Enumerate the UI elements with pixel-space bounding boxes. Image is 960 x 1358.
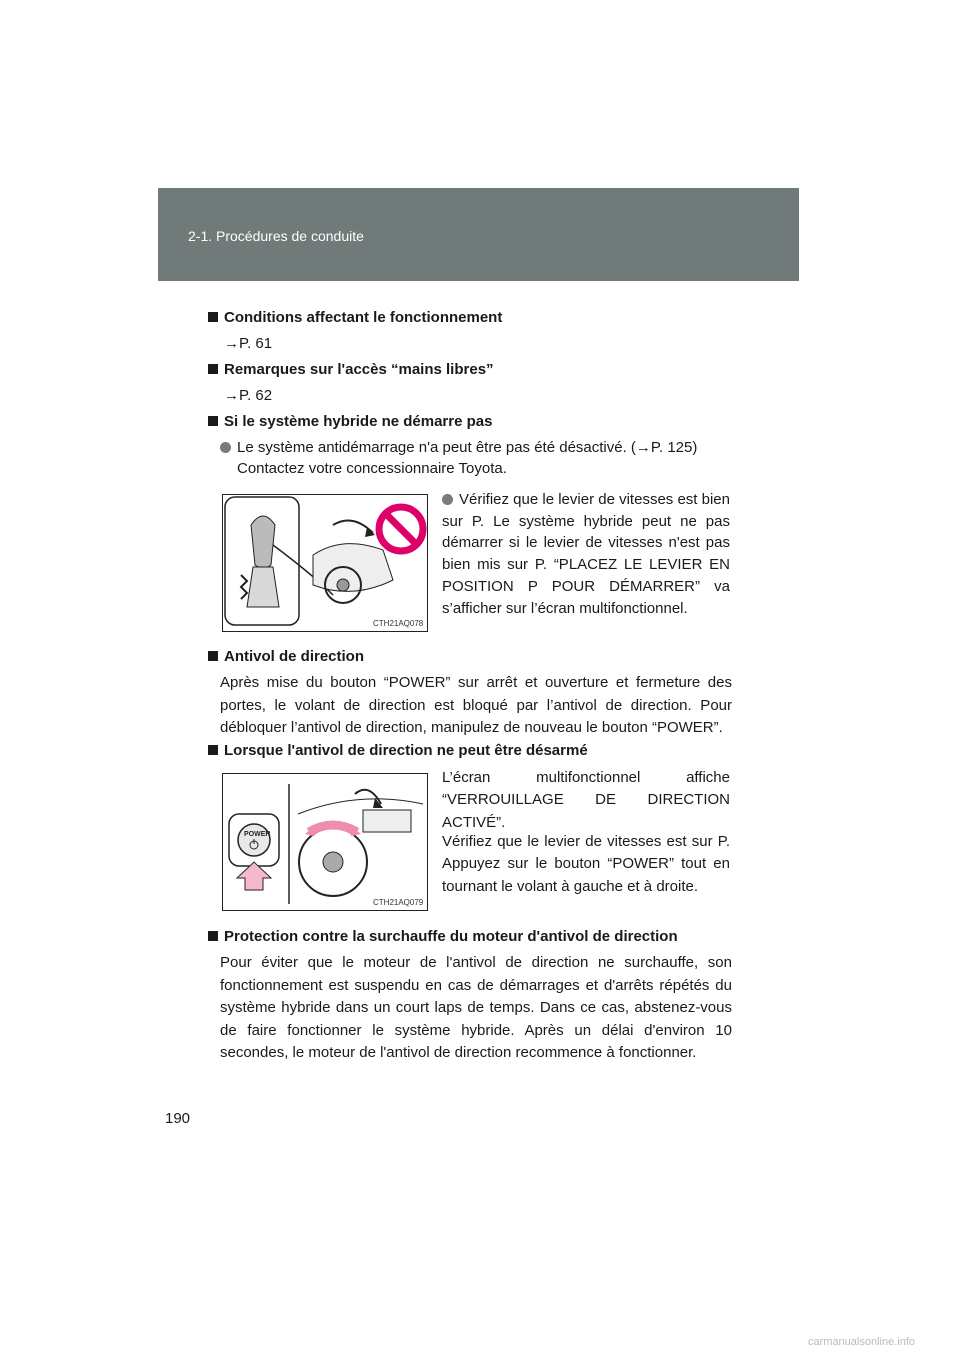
heading-steering-lock: Antivol de direction bbox=[208, 648, 364, 665]
figure-power-button bbox=[222, 773, 428, 911]
round-bullet-icon bbox=[442, 494, 453, 505]
display-message-text: L’écran multifonctionnel affiche “VERROUILLAGE DE DIRECTION ACTIVÉ”. bbox=[442, 769, 730, 831]
shift-lever-illustration bbox=[223, 495, 427, 631]
power-button-illustration bbox=[223, 774, 427, 910]
figure-code: CTH21AQ079 bbox=[373, 898, 424, 907]
heading-hybrid-not-starting: Si le système hybride ne démarre pas bbox=[208, 413, 492, 430]
square-bullet-icon bbox=[208, 931, 218, 941]
bullet-immobilizer: Le système antidémarrage n'a peut être pas été désactivé. (→P. 125) bbox=[220, 437, 697, 458]
power-label: POWER bbox=[244, 831, 271, 838]
square-bullet-icon bbox=[208, 364, 218, 374]
heading-hands-free: Remarques sur l'accès “mains libres” bbox=[208, 361, 494, 378]
round-bullet-icon bbox=[220, 442, 231, 453]
heading-conditions: Conditions affectant le fonctionnement bbox=[208, 309, 502, 326]
heading-lock-not-released: Lorsque l'antivol de direction ne peut être désarmé bbox=[208, 742, 588, 759]
steering-lock-text: Après mise du bouton “POWER” sur arrêt et ouverture et fermeture des portes, le volant de direction est bloqué par l’antivol de direction. Pour débloquer l’antivol de direction, manipulez de nouveau le bouton “POWER”. bbox=[220, 674, 732, 736]
bullet-immobilizer-line2: Contactez votre concessionnaire Toyota. bbox=[237, 460, 507, 477]
overheat-protection-text: Pour éviter que le moteur de l'antivol de direction ne surchauffe, son fonctionnement est suspendu en cas de démarrages et d'arrêts répétés du système hybride dans un court laps de temps. Dans ce cas, abstenez-vous de faire fonctionner le système hybride. Après un délai d'environ 10 secondes, le moteur de l'antivol de direction recommence à fonctionner. bbox=[220, 954, 732, 1061]
square-bullet-icon bbox=[208, 745, 218, 755]
page-reference-62: →P. 62 bbox=[224, 387, 273, 404]
section-header-bar bbox=[158, 188, 799, 281]
square-bullet-icon bbox=[208, 416, 218, 426]
page-number: 190 bbox=[165, 1110, 191, 1127]
square-bullet-icon bbox=[208, 651, 218, 661]
section-title: 2-1. Procédures de conduite bbox=[188, 228, 364, 244]
heading-overheat-protection: Protection contre la surchauffe du moteur d'antivol de direction bbox=[208, 928, 678, 945]
page-reference-61: →P. 61 bbox=[224, 335, 273, 352]
bullet-shift-lever: Vérifiez que le levier de vitesses est bien sur P. Le système hybride peut ne pas démarrer si le levier de vitesses n'est pas bien mis sur P. “PLACEZ LE LEVIER EN POSITION P POUR DÉMARRER” va s’afficher sur l’écran multifonctionnel. bbox=[442, 491, 730, 617]
figure-shift-lever bbox=[222, 494, 428, 632]
figure-code: CTH21AQ078 bbox=[373, 619, 424, 628]
watermark: carmanualsonline.info bbox=[808, 1336, 916, 1348]
square-bullet-icon bbox=[208, 312, 218, 322]
shift-power-instruction: Vérifiez que le levier de vitesses est sur P. Appuyez sur le bouton “POWER” tout en tournant le volant à gauche et à droite. bbox=[442, 833, 730, 895]
